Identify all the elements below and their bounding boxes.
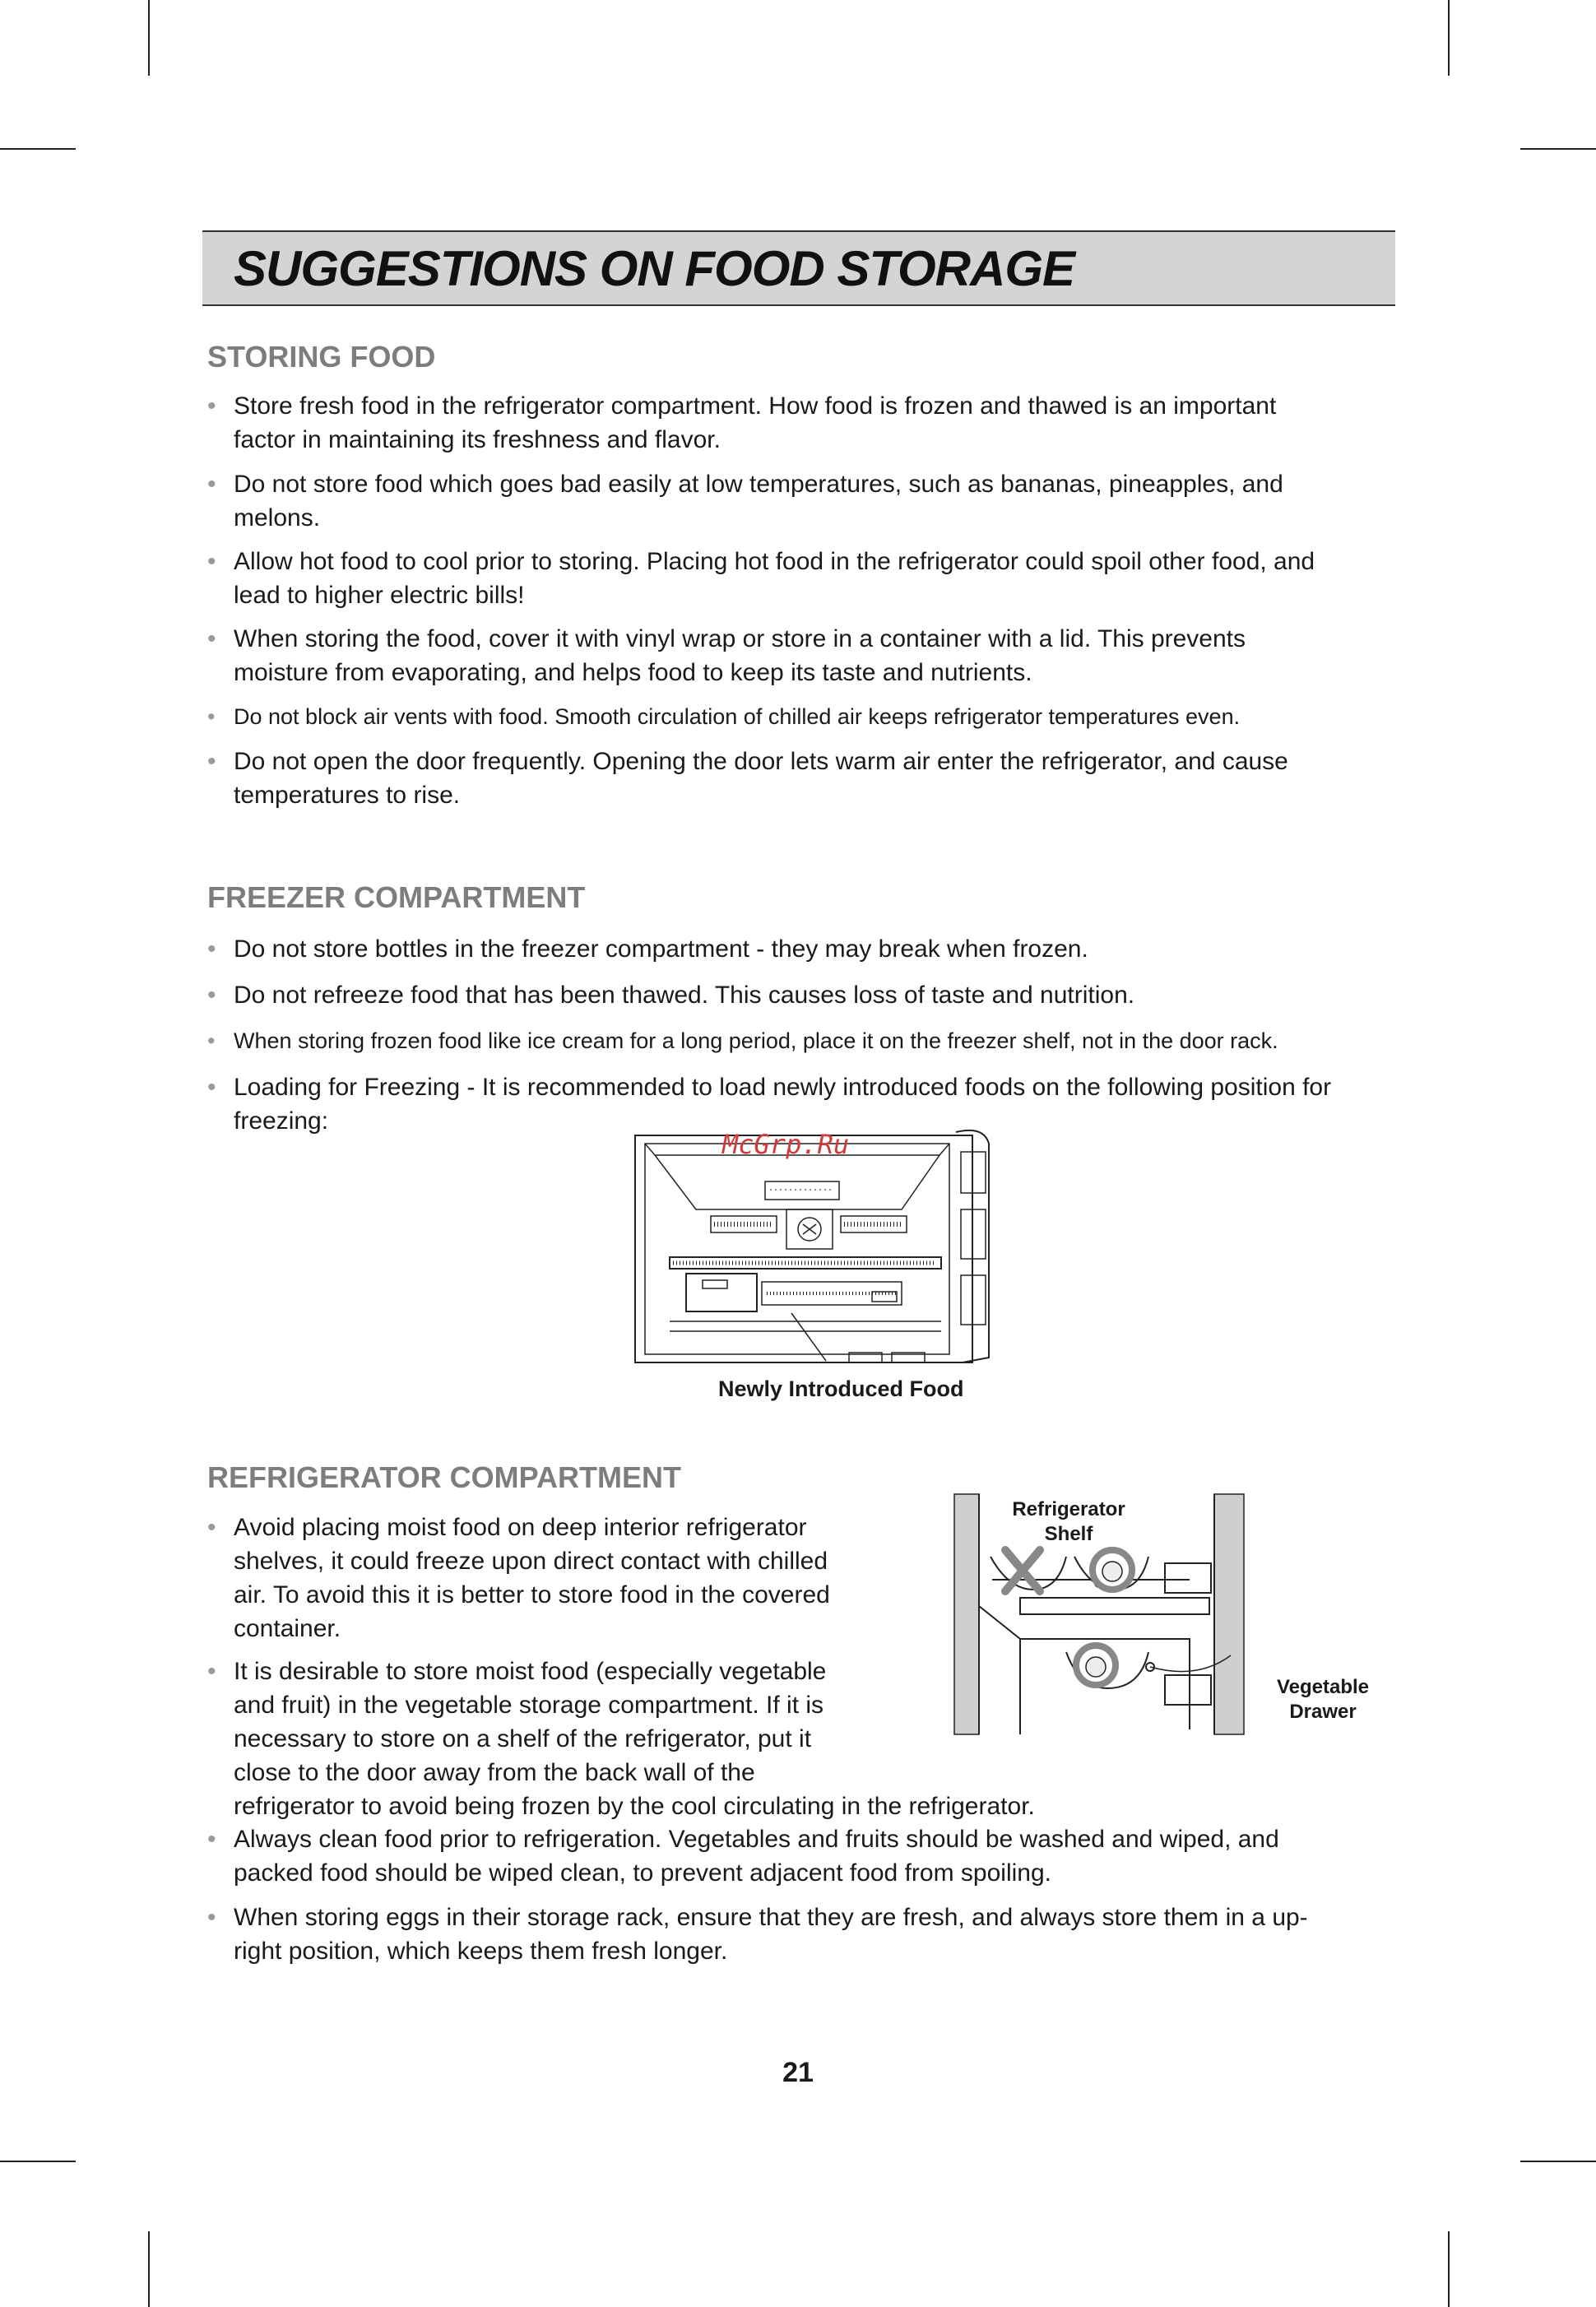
- bullet-text: [207, 622, 1246, 689]
- bullet-line: container.: [234, 1615, 341, 1642]
- no-symbol-icon: [1005, 1550, 1040, 1591]
- bullet-dot: •: [207, 1514, 216, 1541]
- bullet-text: [207, 1024, 1278, 1058]
- label-vegetable-drawer: [1249, 1675, 1397, 1724]
- bullet-line: lead to higher electric bills!: [234, 582, 525, 609]
- bullet-dot: •: [207, 935, 216, 963]
- bullet-dot: •: [207, 1074, 216, 1101]
- bullet-text: [207, 467, 1283, 535]
- bullet-line: When storing frozen food like ice cream for a long period, place it on the freezer shelf, not in the door rack.: [234, 1028, 1278, 1053]
- watermark-text: McGrp.Ru: [722, 1129, 850, 1160]
- bullet-line: When storing the food, cover it with vinyl wrap or store in a container with a lid. This prevents: [234, 625, 1246, 652]
- bullet-line: refrigerator to avoid being frozen by the cool circulating in the refrigerator.: [234, 1793, 1035, 1820]
- bullet-item: [207, 1901, 1308, 1968]
- bullet-item: [207, 467, 1283, 535]
- bullet-line: Store fresh food in the refrigerator compartment. How food is frozen and thawed is an important: [234, 392, 1277, 420]
- bullet-text: [207, 1822, 1279, 1890]
- bullet-line: shelves, it could freeze upon direct contact with chilled: [234, 1548, 828, 1575]
- bullet-line: close to the door away from the back wall of the: [234, 1759, 755, 1786]
- bullet-dot: •: [207, 548, 216, 575]
- label-shelf-line2: Shelf: [1044, 1523, 1093, 1545]
- label-shelf-line1: Refrigerator: [1012, 1498, 1125, 1520]
- bullet-text: [207, 1511, 830, 1646]
- label-drawer-line2: Drawer: [1289, 1701, 1357, 1723]
- bullet-text: [207, 1901, 1308, 1968]
- bullet-text: [207, 545, 1315, 612]
- bullet-text: [207, 1655, 1035, 1823]
- bullet-dot: •: [207, 625, 216, 652]
- bullet-line: melons.: [234, 504, 321, 531]
- crop-mark: [1448, 2231, 1450, 2307]
- crop-mark: [1520, 2161, 1596, 2162]
- figure-caption-newly-introduced-food: Newly Introduced Food: [718, 1376, 964, 1401]
- bullet-line: and fruit) in the vegetable storage compartment. If it is: [234, 1692, 824, 1719]
- page-number: 21: [782, 2057, 814, 2088]
- crop-mark: [1448, 0, 1450, 76]
- section-heading-refrigerator: REFRIGERATOR COMPARTMENT: [207, 1460, 681, 1494]
- bullet-line: packed food should be wiped clean, to prevent adjacent food from spoiling.: [234, 1859, 1051, 1887]
- title-bar: [202, 230, 1395, 306]
- bullet-text: [207, 700, 1240, 734]
- crop-mark: [148, 0, 150, 76]
- bullet-dot: •: [207, 1904, 216, 1931]
- bullet-text: [207, 932, 1088, 966]
- bullet-line: Do not block air vents with food. Smooth circulation of chilled air keeps refrigerator temperatures even.: [234, 704, 1241, 729]
- label-drawer-line1: Vegetable: [1276, 1676, 1370, 1698]
- bullet-dot: •: [207, 1826, 216, 1853]
- crop-mark: [1520, 148, 1596, 150]
- bullet-item: [207, 622, 1246, 689]
- bullet-dot: •: [207, 704, 216, 729]
- freezer-illustration: [630, 1119, 992, 1366]
- label-refrigerator-shelf: [991, 1497, 1147, 1547]
- page-title: SUGGESTIONS ON FOOD STORAGE: [234, 241, 1075, 296]
- ok-food-icon: [1093, 1550, 1132, 1590]
- bullet-line: Do not store bottles in the freezer compartment - they may break when frozen.: [234, 935, 1088, 963]
- bullet-dot: •: [207, 1028, 216, 1053]
- bullet-line: Do not open the door frequently. Opening the door lets warm air enter the refrigerator, and cause: [234, 748, 1288, 775]
- bullet-line: necessary to store on a shelf of the refrigerator, put it: [234, 1725, 812, 1752]
- bullet-line: Loading for Freezing - It is recommended to load newly introduced foods on the following position for: [234, 1074, 1332, 1101]
- bullet-item: [207, 389, 1276, 457]
- ok-food-icon: [1076, 1646, 1116, 1685]
- bullet-dot: •: [207, 982, 216, 1009]
- bullet-line: freezing:: [234, 1107, 329, 1135]
- bullet-line: Always clean food prior to refrigeration. Vegetables and fruits should be washed and wiped, and: [234, 1826, 1279, 1853]
- bullet-item: [207, 1024, 1278, 1058]
- bullet-item: [207, 1655, 1035, 1823]
- bullet-dot: •: [207, 471, 216, 498]
- bullet-dot: •: [207, 748, 216, 775]
- bullet-item: [207, 545, 1315, 612]
- bullet-item: [207, 978, 1134, 1012]
- bullet-line: air. To avoid this it is better to store food in the covered: [234, 1581, 830, 1608]
- crop-mark: [0, 148, 76, 150]
- section-heading-freezer: FREEZER COMPARTMENT: [207, 880, 586, 914]
- bullet-line: It is desirable to store moist food (especially vegetable: [234, 1658, 827, 1685]
- bullet-item: [207, 745, 1288, 812]
- bullet-line: Allow hot food to cool prior to storing. Placing hot food in the refrigerator could spoil other food, and: [234, 548, 1315, 575]
- bullet-dot: •: [207, 392, 216, 420]
- bullet-dot: •: [207, 1658, 216, 1685]
- bullet-line: moisture from evaporating, and helps food to keep its taste and nutrients.: [234, 659, 1032, 686]
- bullet-item: [207, 932, 1088, 966]
- bullet-line: Do not refreeze food that has been thawed. This causes loss of taste and nutrition.: [234, 982, 1135, 1009]
- bullet-line: right position, which keeps them fresh longer.: [234, 1938, 728, 1965]
- bullet-line: When storing eggs in their storage rack, ensure that they are fresh, and always store them in a up-: [234, 1904, 1308, 1931]
- bullet-line: Avoid placing moist food on deep interior refrigerator: [234, 1514, 807, 1541]
- bullet-line: factor in maintaining its freshness and flavor.: [234, 426, 721, 453]
- bullet-item: [207, 1511, 830, 1646]
- bullet-text: [207, 978, 1134, 1012]
- crop-mark: [148, 2231, 150, 2307]
- freezer-diagram: [630, 1119, 992, 1366]
- bullet-text: [207, 745, 1288, 812]
- bullet-line: temperatures to rise.: [234, 782, 461, 809]
- section-heading-storing-food: STORING FOOD: [207, 340, 436, 374]
- crop-mark: [0, 2161, 76, 2162]
- bullet-item: [207, 1822, 1279, 1890]
- bullet-item: [207, 700, 1240, 734]
- bullet-text: [207, 389, 1276, 457]
- bullet-line: Do not store food which goes bad easily at low temperatures, such as bananas, pineapples, and: [234, 471, 1283, 498]
